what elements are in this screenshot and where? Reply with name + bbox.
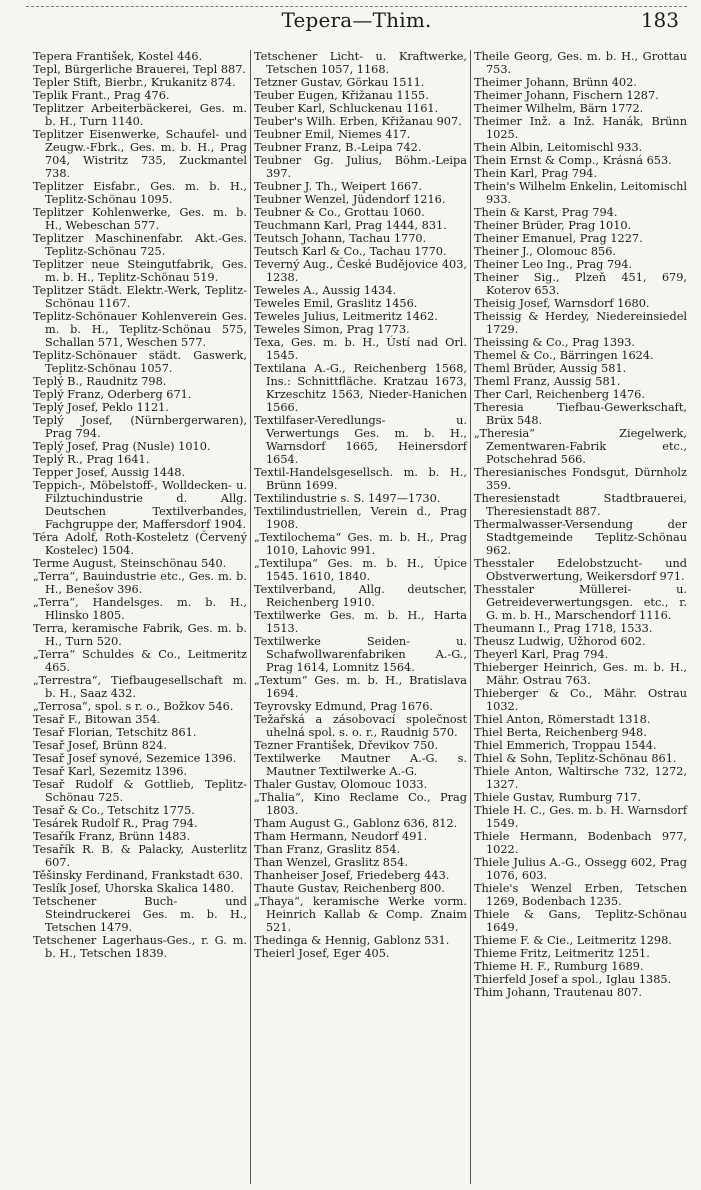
directory-entry: Theile Georg, Ges. m. b. H., Grottau 753. — [474, 50, 687, 76]
directory-entry: Thiele Anton, Waltirsche 732, 1272, 1327. — [474, 765, 687, 791]
directory-entry: „Textilupa“ Ges. m. b. H., Úpice 1545. 1610, 1840. — [254, 557, 467, 583]
directory-entry: „Terrestra“, Tiefbaugesellschaft m. b. H., Saaz 432. — [33, 674, 247, 700]
directory-entry: Thanheiser Josef, Friedeberg 443. — [254, 869, 450, 882]
directory-entry: Thiele Julius A.-G., Ossegg 602, Prag 1076, 603. — [474, 856, 687, 882]
directory-entry: Tesařík Franz, Brünn 1483. — [33, 830, 191, 843]
directory-entry: Teplitzer Maschinenfabr. Akt.-Ges. Teplitz-Schönau 725. — [33, 232, 247, 258]
directory-entry: Thiele & Gans, Teplitz-Schönau 1649. — [474, 908, 687, 934]
directory-entry: Thiel Emmerich, Troppau 1544. — [474, 739, 657, 752]
directory-entry: Theml Franz, Aussig 581. — [474, 375, 621, 388]
directory-entry: Tezner František, Dřevikov 750. — [254, 739, 439, 752]
directory-entry: Thesstaler Edelobstzucht- und Obstverwertung, Weikersdorf 971. — [474, 557, 687, 583]
directory-entry: Teplitzer Eisfabr., Ges. m. b. H., Teplitz-Schönau 1095. — [33, 180, 247, 206]
directory-entry: Tesař Karl, Sezemitz 1396. — [33, 765, 188, 778]
directory-entry: Téra Adolf, Roth-Kosteletz (Červený Kostelec) 1504. — [33, 531, 247, 557]
directory-entry: Theiner Emanuel, Prag 1227. — [474, 232, 643, 245]
directory-entry: Teubner Gg. Julius, Böhm.-Leipa 397. — [254, 154, 467, 180]
directory-entry: „Thalia“, Kino Reclame Co., Prag 1803. — [254, 791, 467, 817]
directory-entry: Theumann I., Prag 1718, 1533. — [474, 622, 653, 635]
directory-entry: Teplitzer Eisenwerke, Schaufel- und Zeugw.-Fbrk., Ges. m. b. H., Prag 704, Wistritz 735, Zuckmantel 738. — [33, 128, 247, 180]
directory-entry: Teuchmann Karl, Prag 1444, 831. — [254, 219, 447, 232]
directory-entry: Thieberger & Co., Mähr. Ostrau 1032. — [474, 687, 687, 713]
directory-entry: Tesař F., Bitowan 354. — [33, 713, 161, 726]
top-rule — [26, 6, 687, 7]
directory-entry: Thaute Gustav, Reichenberg 800. — [254, 882, 445, 895]
directory-entry: Textilwerke Mautner A.-G. s. Mautner Textilwerke A.-G. — [254, 752, 467, 778]
directory-entry: Tesař Josef, Brünn 824. — [33, 739, 167, 752]
directory-entry: Theiner J., Olomouc 856. — [474, 245, 617, 258]
directory-entry: Teppich-, Möbelstoff-, Wolldecken- u. Filztuchindustrie d. Allg. Deutschen Textilverbandes, Fachgruppe der, Maffersdorf 1904. — [33, 479, 247, 531]
directory-entry: Theresianisches Fondsgut, Dürnholz 359. — [474, 466, 687, 492]
directory-entry: Teplitzer Kohlenwerke, Ges. m. b. H., Webeschan 577. — [33, 206, 247, 232]
directory-entry: Thieme Fritz, Leitmeritz 1251. — [474, 947, 650, 960]
directory-entry: Theimer Inž. a Inž. Hanák, Brünn 1025. — [474, 115, 687, 141]
directory-entry: Thiel Anton, Römerstadt 1318. — [474, 713, 651, 726]
column-1 — [30, 50, 250, 1184]
directory-entry: Thaler Gustav, Olomouc 1033. — [254, 778, 428, 791]
directory-entry: Textilwerke Ges. m. b. H., Harta 1513. — [254, 609, 467, 635]
directory-entry: Thieberger Heinrich, Ges. m. b. H., Mähr. Ostrau 763. — [474, 661, 687, 687]
directory-entry: Textilwerke Seiden- u. Schafwollwarenfabriken A.-G., Prag 1614, Lomnitz 1564. — [254, 635, 467, 674]
directory-entry: Teplý Josef, Peklo 1121. — [33, 401, 169, 414]
directory-entry: Thein Ernst & Comp., Krásná 653. — [474, 154, 672, 167]
directory-columns — [30, 50, 690, 1184]
directory-entry: Theissing & Co., Prag 1393. — [474, 336, 635, 349]
page-header — [26, 8, 687, 38]
directory-entry: „Terra“ Schuldes & Co., Leitmeritz 465. — [33, 648, 247, 674]
column-2 — [250, 50, 470, 1184]
directory-entry: Tesař Florian, Tetschitz 861. — [33, 726, 197, 739]
directory-entry: Tesárek Rudolf R., Prag 794. — [33, 817, 198, 830]
directory-entry: Thiele's Wenzel Erben, Tetschen 1269, Bodenbach 1235. — [474, 882, 687, 908]
directory-entry: „Textilochema“ Ges. m. b. H., Prag 1010, Lahovic 991. — [254, 531, 467, 557]
directory-entry: Thiel & Sohn, Teplitz-Schönau 861. — [474, 752, 677, 765]
directory-entry: Than Wenzel, Graslitz 854. — [254, 856, 408, 869]
directory-entry: „Theresia“ Ziegelwerk, Zementwaren-Fabrik etc., Potschehrad 566. — [474, 427, 687, 466]
directory-entry: Teweles Emil, Graslitz 1456. — [254, 297, 418, 310]
directory-entry: Theyerl Karl, Prag 794. — [474, 648, 609, 661]
directory-entry: Teubner & Co., Grottau 1060. — [254, 206, 425, 219]
directory-entry: Than Franz, Graslitz 854. — [254, 843, 401, 856]
directory-entry: Thieme F. & Cie., Leitmeritz 1298. — [474, 934, 672, 947]
directory-entry: Tepler Stift, Bierbr., Krukanitz 874. — [33, 76, 236, 89]
directory-entry: Ther Carl, Reichenberg 1476. — [474, 388, 645, 401]
directory-entry: Teplý R., Prag 1641. — [33, 453, 150, 466]
directory-entry: Thiel Berta, Reichenberg 948. — [474, 726, 647, 739]
directory-entry: Teverný Aug., České Budějovice 403, 1238. — [254, 258, 467, 284]
directory-entry: Teubner Wenzel, Jüdendorf 1216. — [254, 193, 446, 206]
directory-entry: Teplý Josef, (Nürnbergerwaren), Prag 794. — [33, 414, 247, 440]
directory-entry: Tham August G., Gablonz 636, 812. — [254, 817, 458, 830]
directory-entry: Teweles Julius, Leitmeritz 1462. — [254, 310, 438, 323]
directory-entry: Teweles Simon, Prag 1773. — [254, 323, 410, 336]
directory-entry: Textilfaser-Veredlungs- u. Verwertungs Ges. m. b. H., Warnsdorf 1665, Heinersdorf 1654. — [254, 414, 467, 466]
directory-entry: Teuber Eugen, Křižanau 1155. — [254, 89, 429, 102]
directory-entry: „Textum“ Ges. m. b. H., Bratislava 1694. — [254, 674, 467, 700]
directory-entry: Thiele H. C., Ges. m. b. H. Warnsdorf 1549. — [474, 804, 687, 830]
directory-entry: Theimer Johann, Fischern 1287. — [474, 89, 659, 102]
directory-entry: Tetschener Lagerhaus-Ges., r. G. m. b. H., Tetschen 1839. — [33, 934, 247, 960]
running-title: Tepera—Thim. — [281, 8, 432, 32]
directory-entry: Teutsch Johann, Tachau 1770. — [254, 232, 427, 245]
directory-entry: Tham Hermann, Neudorf 491. — [254, 830, 428, 843]
directory-entry: Terra, keramische Fabrik, Ges. m. b. H., Turn 520. — [33, 622, 247, 648]
page-number: 183 — [640, 8, 679, 32]
directory-entry: „Thaya“, keramische Werke vorm. Heinrich Kallab & Comp. Znaim 521. — [254, 895, 467, 934]
directory-entry: Teubner J. Th., Weipert 1667. — [254, 180, 422, 193]
directory-entry: Theiner Sig., Plzeň 451, 679, Koterov 653. — [474, 271, 687, 297]
directory-entry: Teplý B., Raudnitz 798. — [33, 375, 167, 388]
directory-entry: Teplik Frant., Prag 476. — [33, 89, 170, 102]
directory-entry: Textil-Handelsgesellsch. m. b. H., Brünn 1699. — [254, 466, 467, 492]
directory-entry: Theusz Ludwig, Užhorod 602. — [474, 635, 646, 648]
directory-entry: Thedinga & Hennig, Gablonz 531. — [254, 934, 450, 947]
directory-entry: Textilindustrie s. S. 1497—1730. — [254, 492, 441, 505]
directory-entry: Theissig & Herdey, Niedereinsiedel 1729. — [474, 310, 687, 336]
directory-entry: Teplitzer Arbeiterbäckerei, Ges. m. b. H., Turn 1140. — [33, 102, 247, 128]
directory-entry: Theiner Brüder, Prag 1010. — [474, 219, 632, 232]
directory-entry: Tesař & Co., Tetschitz 1775. — [33, 804, 195, 817]
directory-entry: Teplý Franz, Oderberg 671. — [33, 388, 192, 401]
directory-entry: Theresienstadt Stadtbrauerei, Theresienstadt 887. — [474, 492, 687, 518]
directory-entry: Teplitzer Städt. Elektr.-Werk, Teplitz-Schönau 1167. — [33, 284, 247, 310]
directory-entry: Teuber's Wilh. Erben, Křižanau 907. — [254, 115, 462, 128]
directory-entry: Teslík Josef, Uhorska Skalica 1480. — [33, 882, 235, 895]
directory-entry: Theimer Wilhelm, Bärn 1772. — [474, 102, 644, 115]
directory-entry: Texa, Ges. m. b. H., Ústí nad Orl. 1545. — [254, 336, 467, 362]
directory-entry: „Terra“, Bauindustrie etc., Ges. m. b. H., Benešov 396. — [33, 570, 247, 596]
directory-entry: Thierfeld Josef a spol., Iglau 1385. — [474, 973, 672, 986]
directory-entry: „Terrosa“, spol. s r. o., Božkov 546. — [33, 700, 234, 713]
directory-entry: Thiele Gustav, Rumburg 717. — [474, 791, 641, 804]
directory-entry: Thein's Wilhelm Enkelin, Leitomischl 933. — [474, 180, 687, 206]
directory-entry: Theresia Tiefbau-Gewerkschaft, Brüx 548. — [474, 401, 687, 427]
directory-entry: Teplý Josef, Prag (Nusle) 1010. — [33, 440, 211, 453]
directory-entry: Thein Albin, Leitomischl 933. — [474, 141, 643, 154]
directory-entry: Thesstaler Müllerei- u. Getreideverwertungsgen. etc., r. G. m. b. H., Marschendorf 1116. — [474, 583, 687, 622]
directory-entry: „Terra“, Handelsges. m. b. H., Hlinsko 1805. — [33, 596, 247, 622]
directory-entry: Thiele Hermann, Bodenbach 977, 1022. — [474, 830, 687, 856]
directory-entry: Teubner Emil, Niemes 417. — [254, 128, 411, 141]
directory-entry: Tepl, Bürgerliche Brauerei, Tepl 887. — [33, 63, 246, 76]
directory-entry: Teyrovsky Edmund, Prag 1676. — [254, 700, 433, 713]
directory-entry: Tepera František, Kostel 446. — [33, 50, 203, 63]
directory-entry: Theierl Josef, Eger 405. — [254, 947, 390, 960]
directory-entry: Thim Johann, Trautenau 807. — [474, 986, 643, 999]
directory-entry: Tesařík R. B. & Palacky, Austerlitz 607. — [33, 843, 247, 869]
directory-entry: Thein Karl, Prag 794. — [474, 167, 598, 180]
directory-entry: Theiner Leo Ing., Prag 794. — [474, 258, 633, 271]
directory-entry: Thermalwasser-Versendung der Stadtgemeinde Teplitz-Schönau 962. — [474, 518, 687, 557]
directory-entry: Textilana A.-G., Reichenberg 1568, Ins.: Schnittfläche. Kratzau 1673, Krzeschitz 1563, Nieder-Hanichen 1566. — [254, 362, 467, 414]
directory-entry: Thieme H. F., Rumburg 1689. — [474, 960, 644, 973]
directory-entry: Teplitz-Schönauer Kohlenverein Ges. m. b. H., Teplitz-Schönau 575, Schallan 571, Weschen 577. — [33, 310, 247, 349]
directory-entry: Teplitzer neue Steingutfabrik, Ges. m. b. H., Teplitz-Schönau 519. — [33, 258, 247, 284]
directory-entry: Tesař Josef synové, Sezemice 1396. — [33, 752, 237, 765]
directory-entry: Tepper Josef, Aussig 1448. — [33, 466, 186, 479]
directory-entry: Tetzner Gustav, Görkau 1511. — [254, 76, 425, 89]
directory-entry: Textilindustriellen, Verein d., Prag 1908. — [254, 505, 467, 531]
directory-entry: Tetschener Licht- u. Kraftwerke, Tetschen 1057, 1168. — [254, 50, 467, 76]
directory-entry: Theimer Johann, Brünn 402. — [474, 76, 637, 89]
directory-entry: Teuber Karl, Schluckenau 1161. — [254, 102, 439, 115]
directory-entry: Tetschener Buch- und Steindruckerei Ges. m. b. H., Tetschen 1479. — [33, 895, 247, 934]
directory-entry: Teweles A., Aussig 1434. — [254, 284, 397, 297]
directory-entry: Težařská a zásobovací společnost uhelná spol. s. o. r., Raudnig 570. — [254, 713, 467, 739]
directory-entry: Tesař Rudolf & Gottlieb, Teplitz-Schönau 725. — [33, 778, 247, 804]
directory-entry: Themel & Co., Bärringen 1624. — [474, 349, 654, 362]
directory-entry: Thein & Karst, Prag 794. — [474, 206, 618, 219]
directory-entry: Terme August, Steinschönau 540. — [33, 557, 227, 570]
directory-entry: Textilverband, Allg. deutscher, Reichenberg 1910. — [254, 583, 467, 609]
directory-entry: Těšinsky Ferdinand, Frankstadt 630. — [33, 869, 244, 882]
directory-entry: Teubner Franz, B.-Leipa 742. — [254, 141, 422, 154]
directory-entry: Teplitz-Schönauer städt. Gaswerk, Teplitz-Schönau 1057. — [33, 349, 247, 375]
column-3 — [470, 50, 690, 1184]
directory-entry: Theml Brüder, Aussig 581. — [474, 362, 627, 375]
directory-entry: Theisig Josef, Warnsdorf 1680. — [474, 297, 650, 310]
directory-entry: Teutsch Karl & Co., Tachau 1770. — [254, 245, 447, 258]
